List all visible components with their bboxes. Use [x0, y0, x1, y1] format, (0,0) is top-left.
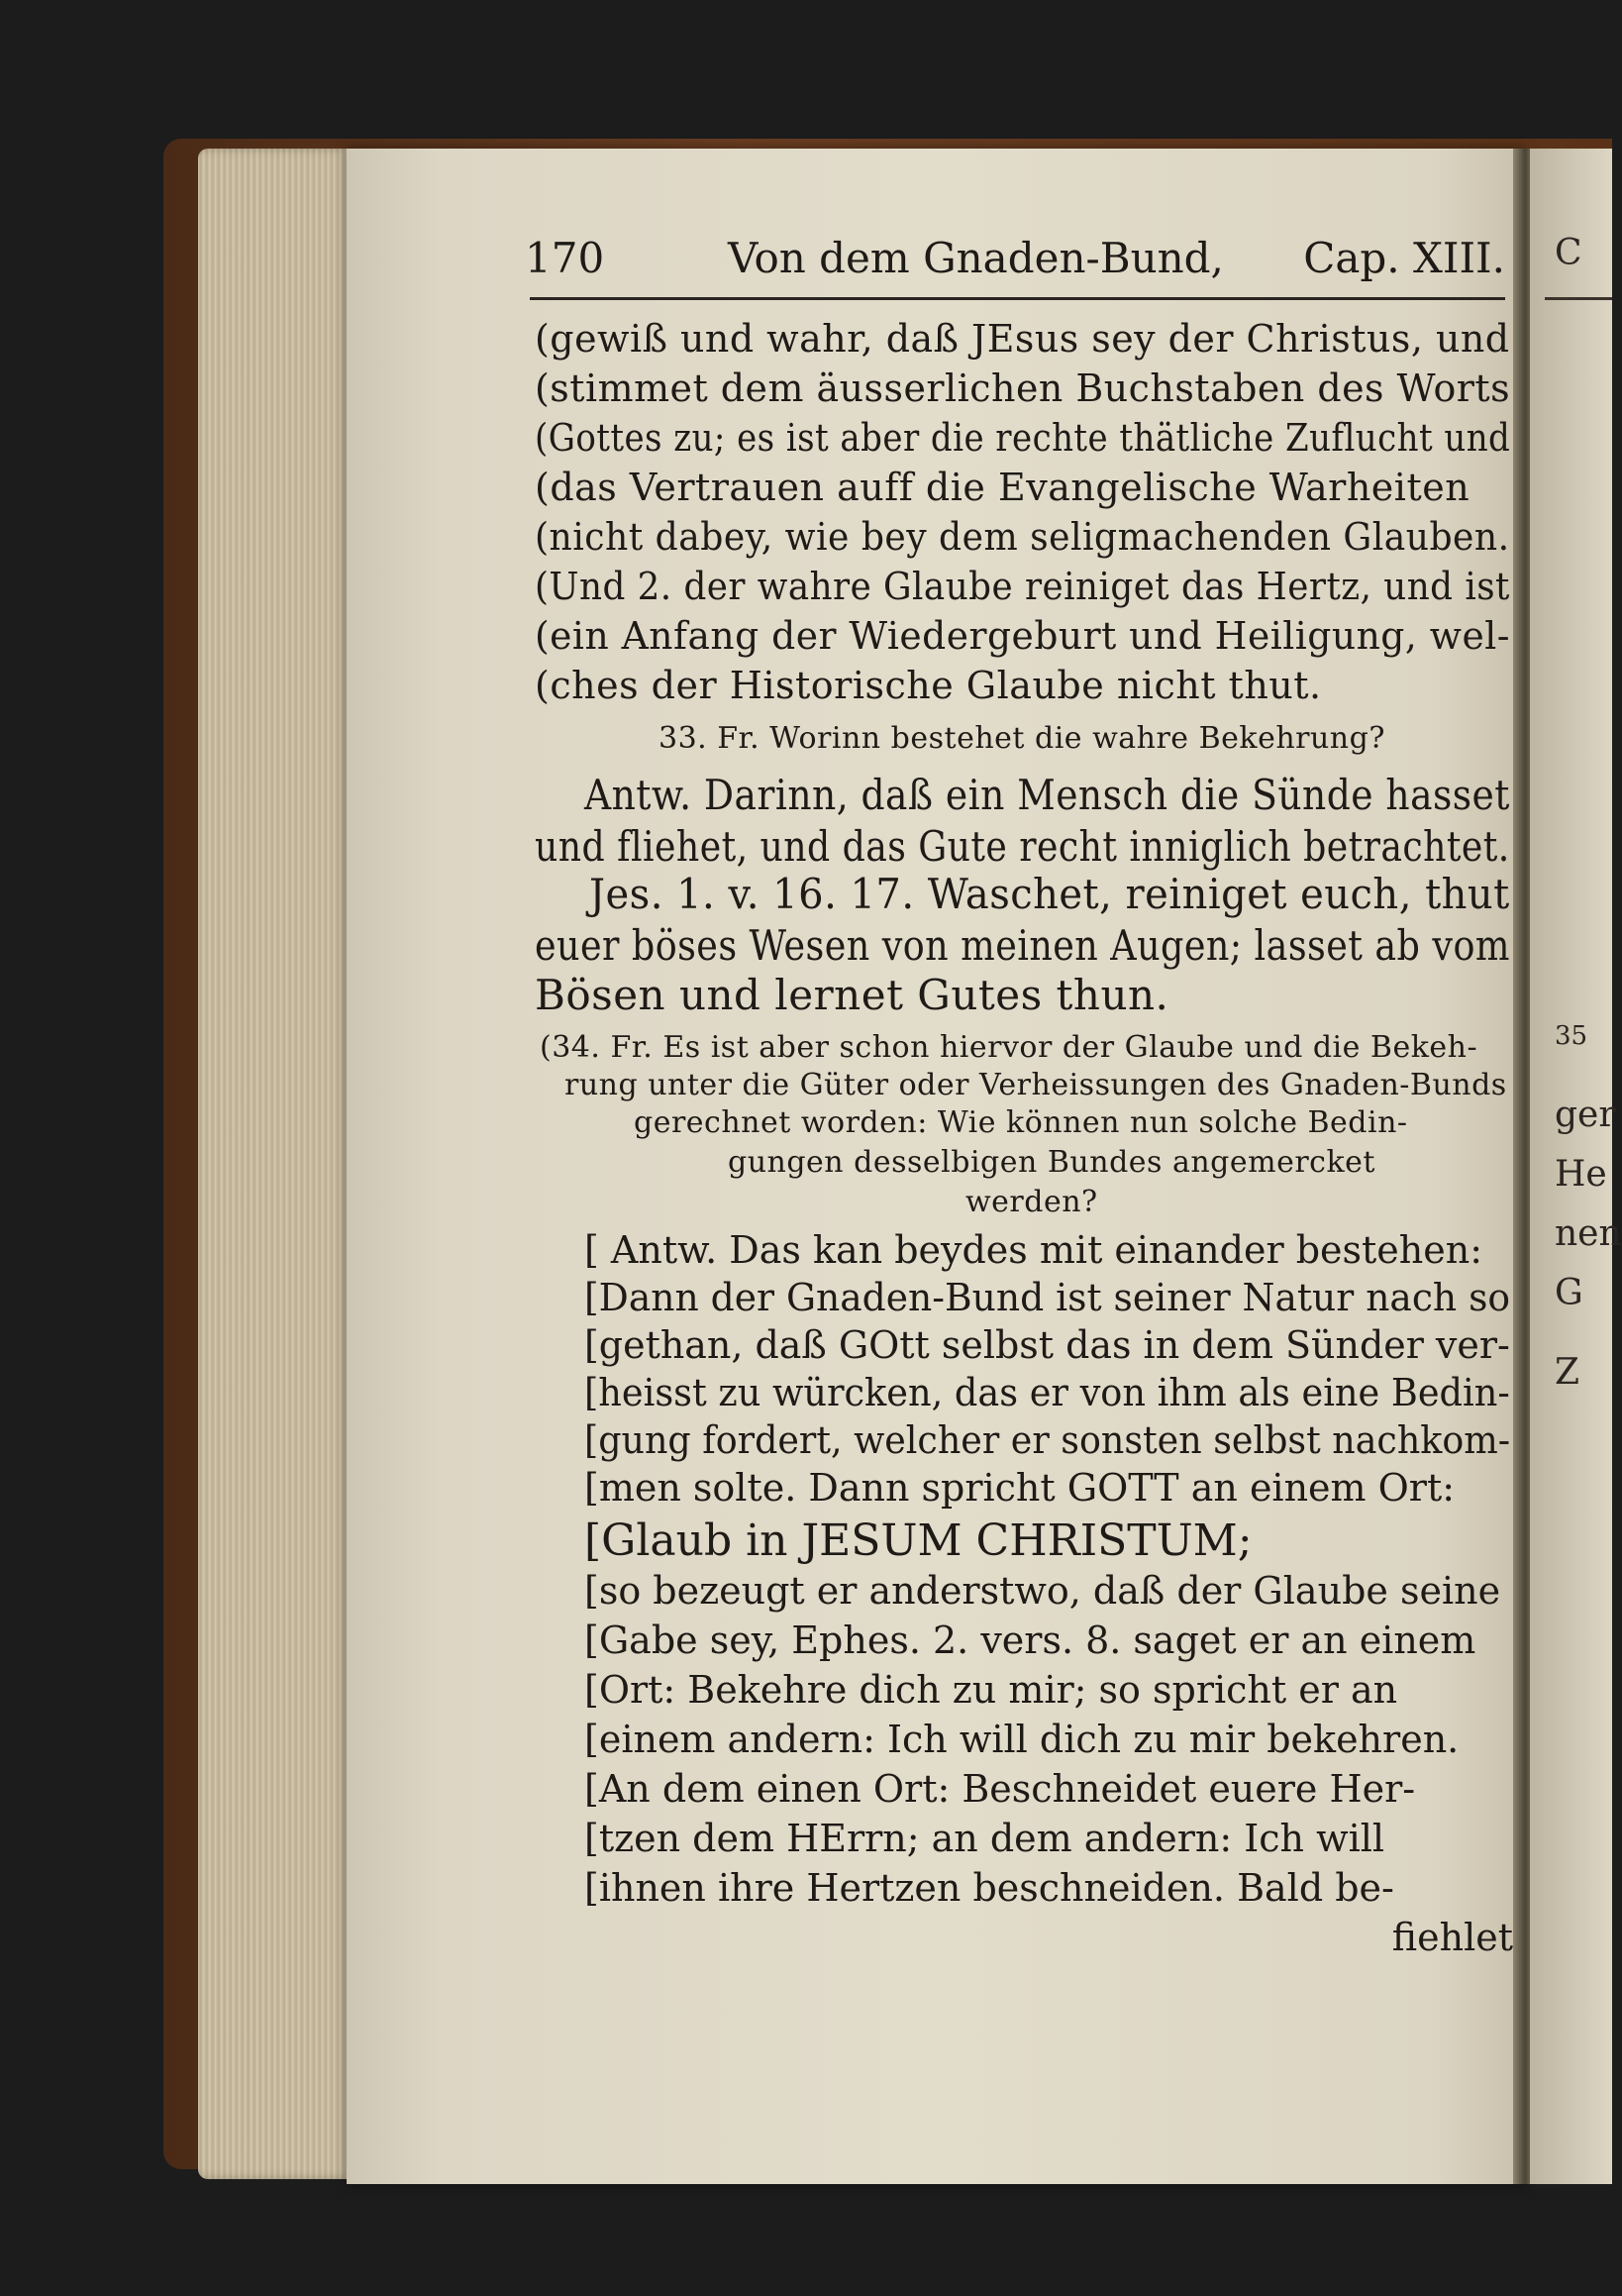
question-heading-line: gungen desselbigen Bundes angemercket: [728, 1145, 1375, 1180]
answer-line: [men solte. Dann spricht GOTT an einem Ort:: [584, 1466, 1456, 1510]
next-page-fragment: C: [1555, 233, 1582, 273]
next-page-fragment: Z: [1555, 1352, 1580, 1393]
text-line: (gewiß und wahr, daß JEsus sey der Christus, und: [535, 317, 1510, 361]
answer-line: [ihnen ihre Hertzen beschneiden. Bald be-: [584, 1866, 1394, 1910]
text-line: (nicht dabey, wie bey dem seligmachenden Glauben.: [535, 515, 1510, 559]
question-heading-line: rung unter die Güter oder Verheissungen des Gnaden-Bunds: [564, 1068, 1507, 1102]
answer-line: [An dem einen Ort: Beschneidet euere Her-: [584, 1767, 1416, 1811]
question-heading: 33. Fr. Worinn bestehet die wahre Bekehrung?: [659, 721, 1385, 756]
header-rule: [530, 297, 1505, 300]
scripture-line: Bösen und lernet Gutes thun.: [535, 971, 1169, 1019]
question-heading-line: gerechnet worden: Wie können nun solche Bedin-: [634, 1105, 1408, 1140]
next-page-fragment: nen: [1555, 1213, 1622, 1254]
next-page-fragments: [1545, 228, 1622, 1912]
text-line: (das Vertrauen auff die Evangelische Warheiten: [535, 466, 1470, 509]
answer-line: [gung fordert, welcher er sonsten selbst nachkom-: [584, 1418, 1511, 1462]
answer-line: Antw. Darinn, daß ein Mensch die Sünde hasset: [584, 771, 1510, 819]
answer-line: und fliehet, und das Gute recht inniglich betrachtet.: [535, 822, 1510, 871]
next-page-fragment: G: [1555, 1273, 1583, 1313]
question-heading-line: werden?: [965, 1185, 1098, 1219]
text-line: (Gottes zu; es ist aber die rechte thätliche Zuflucht und: [535, 416, 1511, 460]
text-line: (ches der Historische Glaube nicht thut.: [535, 664, 1322, 707]
scripture-line: Jes. 1. v. 16. 17. Waschet, reiniget euch, thut: [589, 870, 1510, 918]
page-edges: [198, 149, 356, 2179]
answer-line: [Dann der Gnaden-Bund ist seiner Natur nach so: [584, 1276, 1511, 1319]
text-line: (ein Anfang der Wiedergeburt und Heiligung, wel-: [535, 614, 1510, 658]
running-title: Von dem Gnaden-Bund,: [728, 234, 1224, 282]
next-page-fragment: He: [1555, 1154, 1607, 1195]
answer-line: [so bezeugt er anderstwo, daß der Glaube seine: [584, 1569, 1501, 1613]
next-page-fragment: 35: [1555, 1021, 1588, 1051]
scripture-line: euer böses Wesen von meinen Augen; lasset ab vom: [535, 921, 1510, 970]
catchword: fiehlet: [1391, 1916, 1513, 1959]
page-number: 170: [525, 234, 605, 282]
next-page-fragment: ger: [1555, 1095, 1616, 1135]
text-line: (Und 2. der wahre Glaube reiniget das Hertz, und ist: [535, 565, 1510, 608]
answer-line: [gethan, daß GOtt selbst das in dem Sünder ver-: [584, 1323, 1510, 1367]
chapter-label: Cap. XIII.: [1303, 234, 1505, 282]
answer-line: [heisst zu würcken, das er von ihm als eine Bedin-: [584, 1371, 1510, 1414]
answer-line: [einem andern: Ich will dich zu mir bekehren.: [584, 1718, 1460, 1761]
answer-line: [ Antw. Das kan beydes mit einander bestehen:: [584, 1228, 1483, 1272]
answer-line: [Glaub in JESUM CHRISTUM;: [584, 1515, 1253, 1566]
answer-line: [tzen dem HErrn; an dem andern: Ich will: [584, 1817, 1385, 1860]
text-line: (stimmet dem äusserlichen Buchstaben des Worts: [535, 366, 1511, 410]
question-heading-line: (34. Fr. Es ist aber schon hiervor der Glaube und die Bekeh-: [540, 1030, 1478, 1065]
answer-line: [Gabe sey, Ephes. 2. vers. 8. saget er an einem: [584, 1618, 1476, 1662]
page-header: [525, 234, 1505, 293]
answer-line: [Ort: Bekehre dich zu mir; so spricht er an: [584, 1668, 1398, 1712]
